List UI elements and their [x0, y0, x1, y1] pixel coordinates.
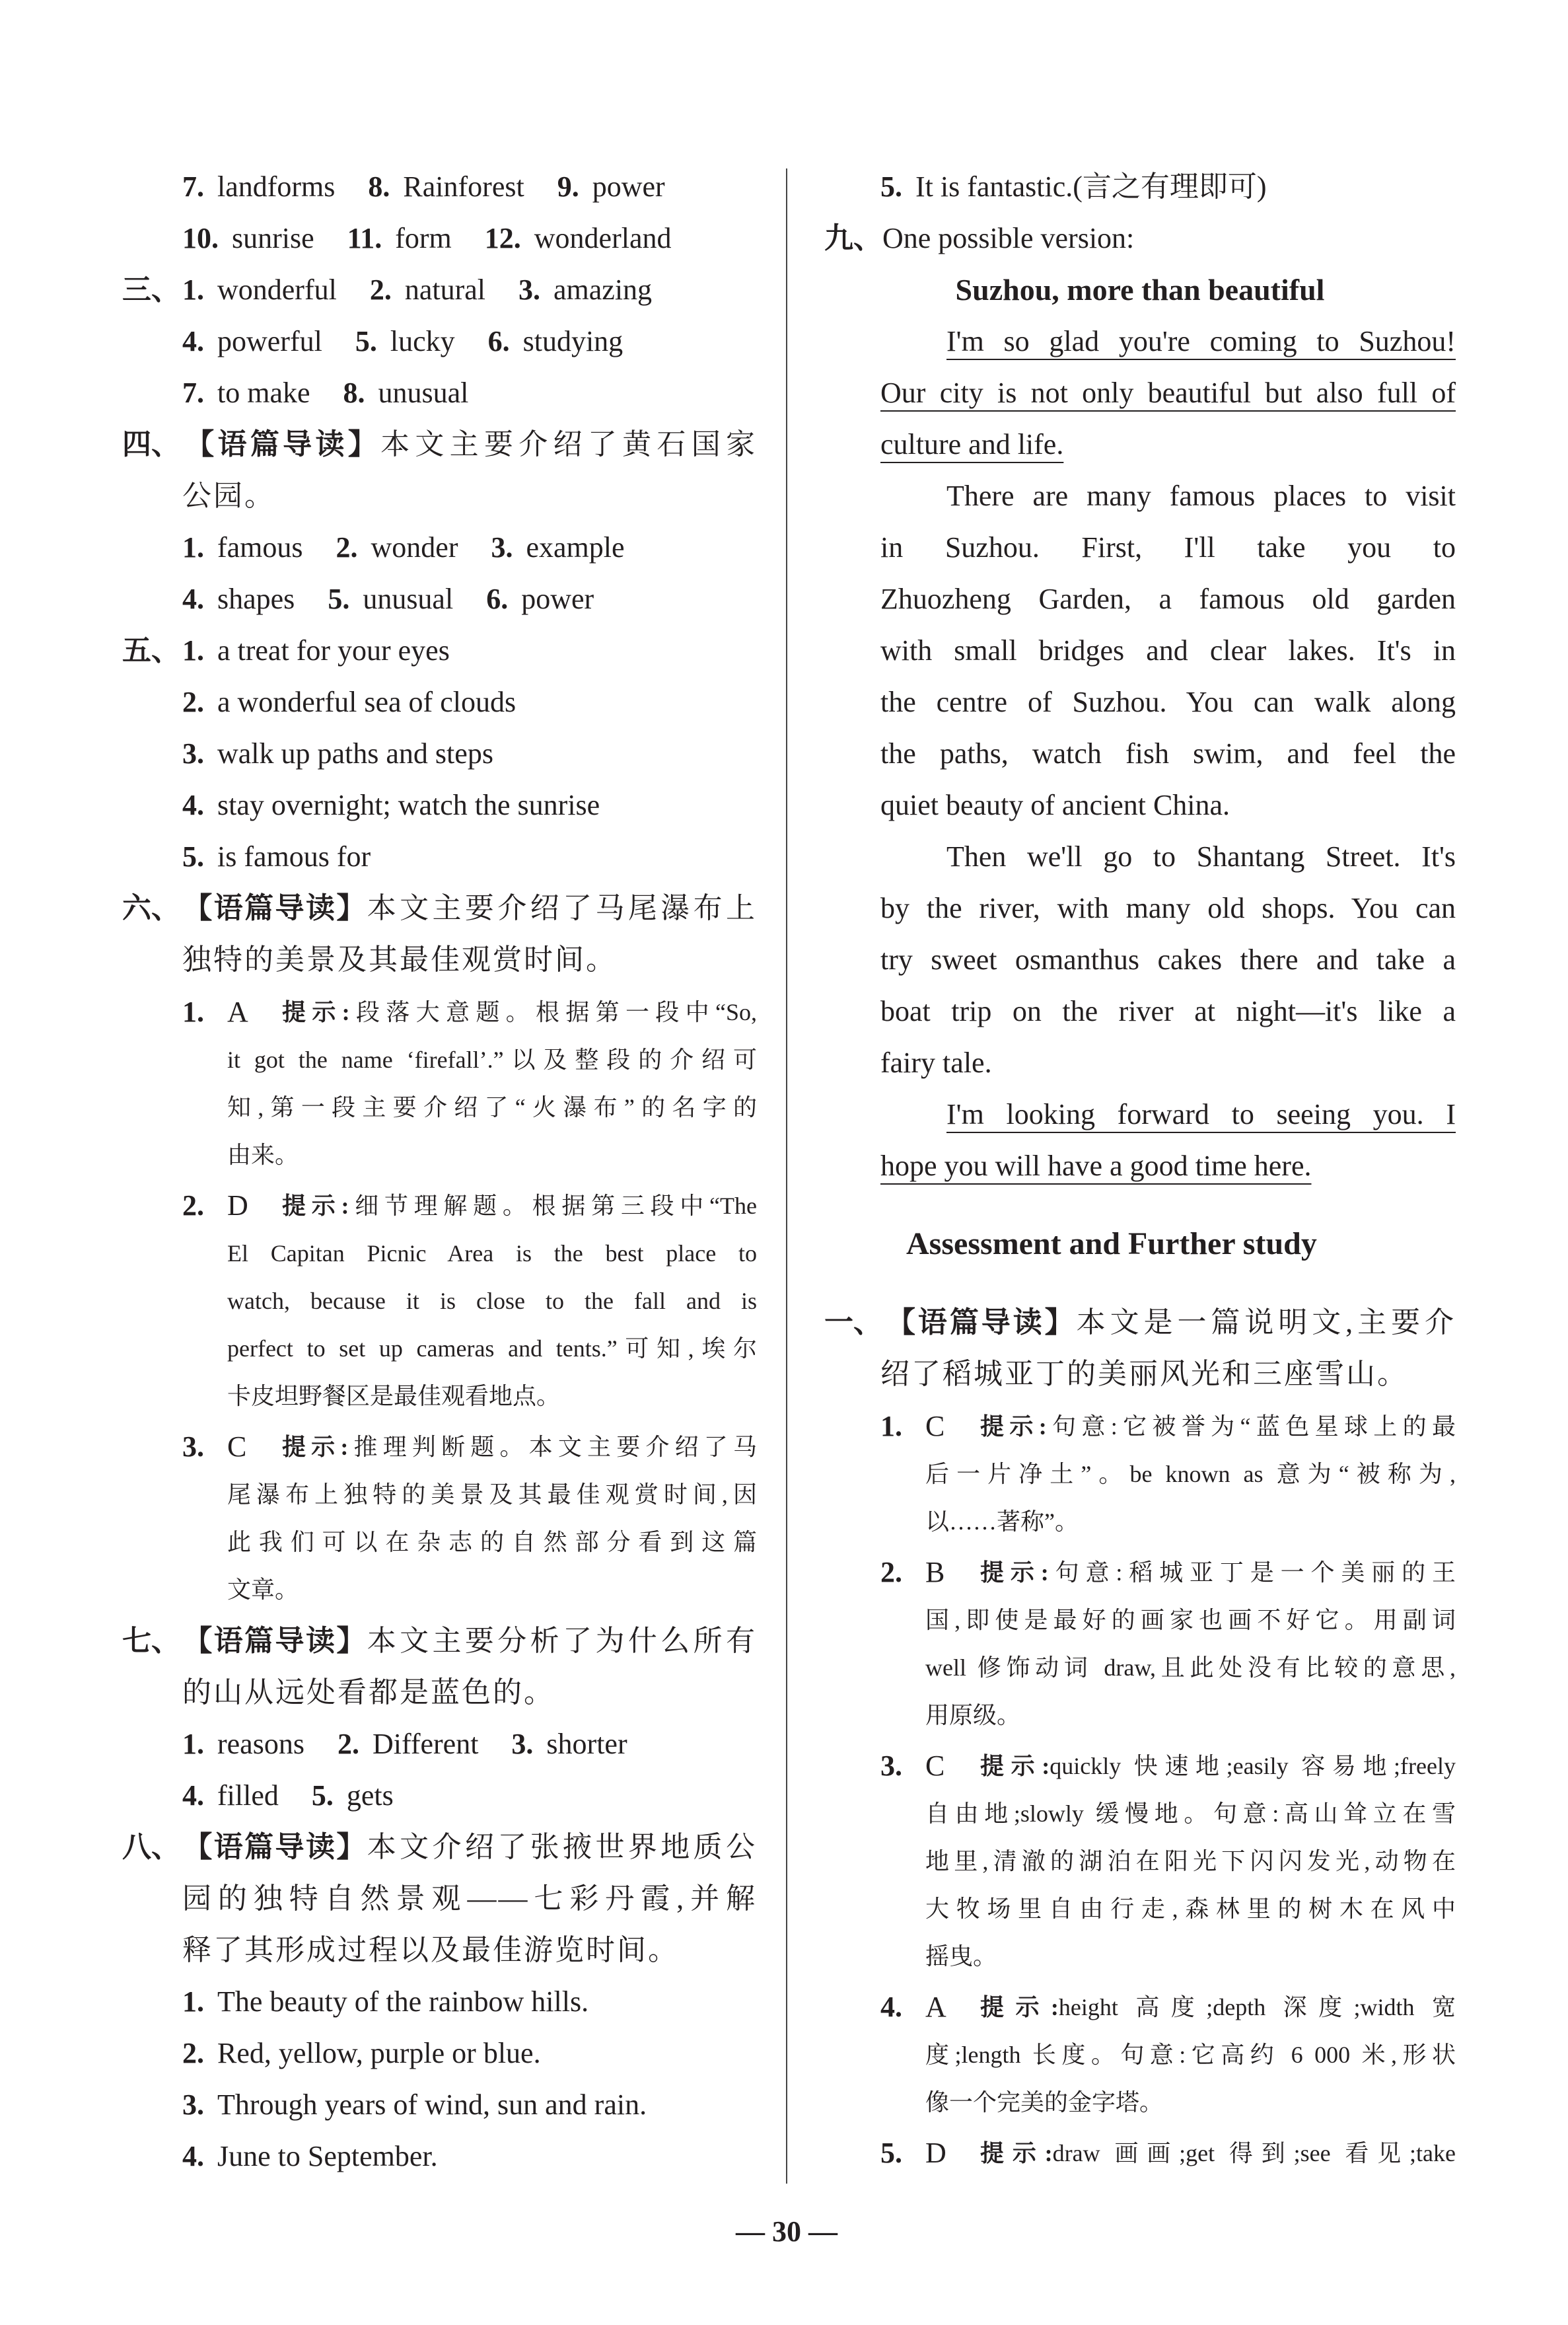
- question-number: 1.: [182, 274, 204, 306]
- question-number: 3.: [182, 2088, 204, 2121]
- essay-line: [824, 934, 1456, 986]
- essay-text: boat trip on the river at night—it's like a: [880, 995, 1456, 1027]
- essay-title: Suzhou, more than beautiful: [955, 273, 1325, 307]
- answer-row: [122, 625, 757, 677]
- hint-line: perfect to set up cameras and tents.”可知,埃尔: [227, 1335, 757, 1362]
- answer-item: [182, 2088, 647, 2121]
- essay-text: in Suzhou. First, I'll take you to: [880, 531, 1456, 564]
- section-label: 七、: [122, 1625, 180, 1657]
- answer-item: [182, 686, 516, 718]
- question-number: 8.: [368, 170, 390, 203]
- question-number: 2.: [182, 2037, 204, 2069]
- reading-guide-text: 的山从远处看都是蓝色的。: [182, 1676, 555, 1709]
- answer-text: amazing: [553, 274, 653, 306]
- essay-line: [824, 316, 1456, 367]
- answer-item: [880, 170, 1267, 203]
- hint-text: height 高度;depth 深度;width 宽: [1058, 1994, 1456, 2020]
- hint-line: watch, because it is close to the fall and is: [227, 1288, 757, 1314]
- answer-text: landforms: [217, 170, 336, 203]
- essay-line: [824, 1140, 1456, 1192]
- answer-row: [122, 1976, 757, 2028]
- hint-first-line: [282, 1423, 757, 1471]
- answer-text: wonderful: [217, 274, 337, 306]
- hint-line: 用原级。: [925, 1702, 1021, 1728]
- hint-line: 此我们可以在杂志的自然部分看到这篇: [227, 1529, 757, 1555]
- section-label: 九、: [824, 222, 882, 254]
- essay-text: I'm so glad you're coming to Suzhou!: [946, 325, 1456, 357]
- answer-item: [182, 2140, 438, 2172]
- question-number: 3.: [511, 1728, 534, 1760]
- answer-text: It is fantastic.(言之有理即可): [915, 170, 1267, 203]
- answer-row: [122, 316, 757, 367]
- section-label: 三、: [122, 274, 180, 306]
- hint-text: 段落大意题。根据第一段中“So,: [349, 999, 757, 1025]
- hint-line: El Capitan Picnic Area is the best place to: [227, 1240, 757, 1267]
- answer-text: is famous for: [217, 840, 371, 873]
- answer-text: wonder: [371, 531, 458, 564]
- hint-label: 提示:: [980, 1753, 1050, 1779]
- question-number: 6.: [486, 583, 509, 615]
- reading-guide-line: [122, 470, 757, 522]
- answer-text: power: [592, 170, 665, 203]
- answer-text: power: [521, 583, 594, 615]
- hint-text: 句意:稻城亚丁是一个美丽的王: [1048, 1559, 1456, 1586]
- question-number: 10.: [182, 222, 219, 254]
- question-number: 6.: [487, 325, 510, 357]
- hint-label: 提示:: [282, 1434, 349, 1460]
- answer-row: [122, 367, 757, 419]
- answer-choice: C: [227, 1430, 247, 1463]
- hint-first-line: [282, 1182, 757, 1230]
- question-number: 8.: [343, 377, 365, 409]
- essay-text: the centre of Suzhou. You can walk along: [880, 686, 1456, 718]
- reading-guide-line: [122, 1667, 757, 1718]
- section-label: 六、: [122, 892, 180, 924]
- reading-guide-text: 释了其形成过程以及最佳游览时间。: [182, 1934, 679, 1966]
- answer-text: Red, yellow, purple or blue.: [217, 2037, 541, 2069]
- answer-text: sunrise: [232, 222, 314, 254]
- answer-item: [328, 583, 453, 615]
- answer-row: [122, 2131, 757, 2182]
- question-number: 5.: [328, 583, 350, 615]
- answer-item: [182, 531, 303, 564]
- question-number: 3.: [182, 1430, 204, 1463]
- hint-item: [824, 2129, 1456, 2177]
- essay-text: by the river, with many old shops. You can: [880, 892, 1456, 924]
- hint-label: 提示:: [282, 1193, 349, 1219]
- reading-guide-text: 本文主要介绍了马尾瀑布上: [367, 892, 757, 924]
- answer-text: shorter: [546, 1728, 627, 1760]
- answer-item: [182, 737, 493, 770]
- hint-first-line: [980, 1403, 1456, 1450]
- answer-text: lucky: [390, 325, 455, 357]
- essay-text: with small bridges and clear lakes. It's in: [880, 634, 1456, 667]
- reading-guide-text: 绍了稻城亚丁的美丽风光和三座雪山。: [880, 1358, 1408, 1390]
- answer-text: Through years of wind, sun and rain.: [217, 2088, 647, 2121]
- answer-text: to make: [217, 377, 310, 409]
- hint-first-line: [980, 1742, 1456, 1790]
- reading-guide-line: [122, 1615, 757, 1667]
- hint-first-line: [980, 2129, 1456, 2177]
- reading-guide-line: [122, 1873, 757, 1925]
- question-number: 5.: [880, 2137, 902, 2169]
- essay-text: culture and life.: [880, 428, 1064, 461]
- answer-item: [485, 222, 672, 254]
- essay-text: Our city is not only beautiful but also full of: [880, 377, 1456, 409]
- essay-text: There are many famous places to visit: [946, 480, 1456, 512]
- hint-label: 提示:: [980, 1559, 1049, 1586]
- hint-label: 提示:: [980, 1994, 1059, 2020]
- question-number: 1.: [880, 1410, 902, 1442]
- answer-item: [182, 1985, 588, 2018]
- reading-guide-line: [824, 1297, 1456, 1348]
- hint-item: [122, 988, 757, 1036]
- hint-text: 句意:它被誉为“蓝色星球上的最: [1046, 1413, 1456, 1440]
- answer-text: unusual: [363, 583, 454, 615]
- answer-text: stay overnight; watch the sunrise: [217, 789, 600, 821]
- question-number: 3.: [518, 274, 541, 306]
- answer-item: [182, 789, 600, 821]
- hint-line: 自由地;slowly 缓慢地。句意:高山耸立在雪: [925, 1800, 1456, 1827]
- answer-item: [182, 634, 450, 667]
- hint-item: [824, 1549, 1456, 1596]
- hint-line: well 修饰动词 draw,且此处没有比较的意思,: [925, 1654, 1456, 1681]
- hint-line: 知,第一段主要介绍了“火瀑布”的名字的: [227, 1094, 757, 1121]
- reading-guide-tag: 【语篇导读】: [182, 1831, 367, 1863]
- answer-choice: C: [925, 1750, 945, 1782]
- answer-text: studying: [522, 325, 624, 357]
- essay-text: Then we'll go to Shantang Street. It's: [946, 840, 1456, 873]
- question-number: 2.: [369, 274, 392, 306]
- hint-line: 度;length 长度。句意:它高约 6 000 米,形状: [925, 2042, 1456, 2068]
- essay-line: [824, 625, 1456, 677]
- answer-choice: D: [925, 2137, 946, 2169]
- answer-item: [336, 531, 458, 564]
- answer-choice: D: [227, 1189, 248, 1222]
- reading-guide-line: [824, 1348, 1456, 1400]
- hint-item: [824, 1403, 1456, 1450]
- answer-row: [122, 213, 757, 264]
- answer-text: wonderland: [534, 222, 672, 254]
- hint-label: 提示:: [282, 999, 350, 1025]
- essay-line: [824, 728, 1456, 780]
- essay-line: [824, 367, 1456, 419]
- essay-line: [824, 986, 1456, 1037]
- essay-line: [824, 522, 1456, 573]
- essay-line: [824, 780, 1456, 831]
- answer-item: [182, 840, 371, 873]
- answer-item: [182, 1779, 279, 1812]
- answer-text: June to September.: [217, 2140, 438, 2172]
- question-number: 2.: [337, 1728, 359, 1760]
- hint-text: quickly 快速地;easily 容易地;freely: [1050, 1753, 1456, 1779]
- answer-row: [122, 780, 757, 831]
- answer-item: [486, 583, 594, 615]
- question-number: 1.: [182, 531, 204, 564]
- hint-item: [122, 1182, 757, 1230]
- question-number: 4.: [880, 1991, 902, 2023]
- reading-guide-tag: 【语篇导读】: [182, 892, 367, 924]
- question-number: 4.: [182, 789, 204, 821]
- question-number: 9.: [557, 170, 579, 203]
- hint-line: 尾瀑布上独特的美景及其最佳观赏时间,因: [227, 1481, 757, 1508]
- hint-item: [122, 1423, 757, 1471]
- reading-guide-line: [122, 1822, 757, 1873]
- hint-label: 提示:: [980, 1413, 1047, 1440]
- answer-item: [182, 583, 295, 615]
- question-number: 4.: [182, 325, 204, 357]
- section-label: 四、: [122, 428, 180, 461]
- reading-guide-text: 本文主要分析了为什么所有: [367, 1625, 757, 1657]
- answer-row: [122, 161, 757, 213]
- question-number: 1.: [182, 996, 204, 1028]
- answer-choice: A: [925, 1991, 946, 2023]
- essay-line: [824, 677, 1456, 728]
- answer-item: [491, 531, 625, 564]
- hint-line: 地里,清澈的湖泊在阳光下闪闪发光,动物在: [925, 1848, 1456, 1874]
- question-number: 11.: [347, 222, 382, 254]
- answer-item: [518, 274, 652, 306]
- answer-item: [312, 1779, 394, 1812]
- reading-guide-tag: 【语篇导读】: [884, 1306, 1077, 1339]
- answer-item: [182, 274, 337, 306]
- question-number: 4.: [182, 1779, 204, 1812]
- hint-line: 由来。: [227, 1142, 299, 1168]
- essay-text: quiet beauty of ancient China.: [880, 789, 1230, 821]
- reading-guide-line: [122, 1925, 757, 1976]
- page-number: — 30 —: [736, 2215, 837, 2248]
- answer-row: [122, 2079, 757, 2131]
- question-number: 2.: [880, 1556, 902, 1588]
- answer-row: [122, 264, 757, 316]
- essay-text: try sweet osmanthus cakes there and take a: [880, 943, 1456, 976]
- reading-guide-tag: 【语篇导读】: [182, 1625, 367, 1657]
- answer-item: [370, 274, 485, 306]
- hint-line: 国,即使是最好的画家也画不好它。用副词: [925, 1607, 1456, 1633]
- section-label: 一、: [824, 1306, 882, 1339]
- question-number: 5.: [311, 1779, 334, 1812]
- essay-text: the paths, watch fish swim, and feel the: [880, 737, 1456, 770]
- answer-item: [182, 325, 322, 357]
- hint-first-line: [282, 988, 757, 1036]
- answer-text: The beauty of the rainbow hills.: [217, 1985, 589, 2018]
- answer-text: unusual: [378, 377, 469, 409]
- answer-item: [343, 377, 469, 409]
- answer-row: [122, 2028, 757, 2079]
- version-note-text: One possible version:: [882, 222, 1135, 254]
- essay-line: [824, 831, 1456, 883]
- hint-first-line: [980, 1549, 1456, 1596]
- essay-line: [824, 1037, 1456, 1089]
- reading-guide-text: 本文是一篇说明文,主要介: [1076, 1306, 1456, 1339]
- hint-text: draw 画画;get 得到;see 看见;take: [1052, 2140, 1456, 2166]
- answer-row: [122, 728, 757, 780]
- reading-guide-text: 独特的美景及其最佳观赏时间。: [182, 943, 617, 976]
- hint-text: 推理判断题。本文主要介绍了马: [348, 1434, 757, 1460]
- answer-item: [557, 170, 665, 203]
- essay-line: [824, 573, 1456, 625]
- answer-text: walk up paths and steps: [217, 737, 493, 770]
- answer-text: powerful: [217, 325, 322, 357]
- hint-line: it got the name ‘firefall’.”以及整段的介绍可: [227, 1047, 757, 1073]
- hint-item: [824, 1983, 1456, 2031]
- question-number: 3.: [880, 1750, 902, 1782]
- reading-guide-text: 本文介绍了张掖世界地质公: [367, 1831, 757, 1863]
- hint-line: 后一片净土”。be known as 意为“被称为,: [925, 1461, 1456, 1487]
- question-number: 7.: [182, 170, 204, 203]
- essay-text: hope you will have a good time here.: [880, 1150, 1312, 1182]
- hint-line: 卡皮坦野餐区是最佳观看地点。: [227, 1383, 561, 1409]
- hint-line: 摇曳。: [925, 1943, 997, 1970]
- answer-text: filled: [217, 1779, 279, 1812]
- reading-guide-text: 公园。: [182, 480, 275, 512]
- hint-first-line: [980, 1983, 1456, 2031]
- answer-text: form: [395, 222, 452, 254]
- reading-guide-text: 园的独特自然景观——七彩丹霞,并解: [182, 1882, 757, 1915]
- answer-text: a wonderful sea of clouds: [217, 686, 517, 718]
- answer-item: [182, 377, 310, 409]
- answer-text: shapes: [217, 583, 295, 615]
- version-note: [824, 213, 1456, 264]
- hint-item: [824, 1742, 1456, 1790]
- answer-choice: A: [227, 996, 248, 1028]
- question-number: 1.: [182, 1728, 204, 1760]
- answer-item: [355, 325, 455, 357]
- answer-item: [511, 1728, 627, 1760]
- question-number: 4.: [182, 583, 204, 615]
- section-heading: Assessment and Further study: [906, 1226, 1317, 1261]
- reading-guide-line: [122, 419, 757, 470]
- answer-row: [122, 1770, 757, 1822]
- question-number: 2.: [182, 1189, 204, 1222]
- answer-item: [488, 325, 624, 357]
- question-number: 12.: [484, 222, 521, 254]
- question-number: 1.: [182, 634, 204, 667]
- answer-choice: C: [925, 1410, 945, 1442]
- question-number: 5.: [182, 840, 204, 873]
- answer-item: [182, 222, 314, 254]
- question-number: 1.: [182, 1985, 204, 2018]
- question-number: 2.: [336, 531, 358, 564]
- answer-text: Different: [372, 1728, 479, 1760]
- section-label: 八、: [122, 1831, 180, 1863]
- answer-item: [368, 170, 524, 203]
- right-column: [824, 161, 1456, 2177]
- answer-text: famous: [217, 531, 303, 564]
- hint-line: 文章。: [227, 1576, 299, 1603]
- essay-line: [824, 1089, 1456, 1140]
- answer-item: [347, 222, 452, 254]
- answer-row: [122, 831, 757, 883]
- answer-row: [824, 161, 1456, 213]
- answer-row: [122, 573, 757, 625]
- question-number: 2.: [182, 686, 204, 718]
- answer-text: Rainforest: [403, 170, 524, 203]
- reading-guide-tag: 【语篇导读】: [182, 428, 381, 461]
- left-column: [122, 161, 757, 2182]
- reading-guide-line: [122, 934, 757, 986]
- hint-line: 像一个完美的金字塔。: [925, 2089, 1164, 2116]
- answer-text: reasons: [217, 1728, 304, 1760]
- essay-text: fairy tale.: [880, 1047, 992, 1079]
- answer-row: [122, 677, 757, 728]
- answer-item: [182, 2037, 541, 2069]
- essay-text: I'm looking forward to seeing you. I: [946, 1098, 1456, 1130]
- essay-text: Zhuozheng Garden, a famous old garden: [880, 583, 1456, 615]
- answer-choice: B: [925, 1556, 945, 1588]
- answer-item: [182, 170, 335, 203]
- answer-text: gets: [346, 1779, 394, 1812]
- question-number: 5.: [355, 325, 377, 357]
- answer-text: natural: [404, 274, 486, 306]
- question-number: 7.: [182, 377, 204, 409]
- hint-line: 以……著称”。: [925, 1508, 1079, 1535]
- section-label: 五、: [122, 634, 180, 667]
- answer-row: [122, 522, 757, 573]
- question-number: 4.: [182, 2140, 204, 2172]
- essay-line: [824, 883, 1456, 934]
- reading-guide-text: 本文主要介绍了黄石国家: [380, 428, 757, 461]
- answer-text: a treat for your eyes: [217, 634, 450, 667]
- hint-label: 提示:: [980, 2140, 1053, 2166]
- essay-line: [824, 470, 1456, 522]
- answer-text: example: [526, 531, 625, 564]
- answer-row: [122, 1718, 757, 1770]
- question-number: 5.: [880, 170, 902, 203]
- answer-item: [182, 1728, 304, 1760]
- column-divider: [786, 168, 787, 2184]
- hint-text: 细节理解题。根据第三段中“The: [349, 1193, 757, 1219]
- answer-item: [338, 1728, 478, 1760]
- essay-line: [824, 419, 1456, 470]
- reading-guide-line: [122, 883, 757, 934]
- hint-line: 大牧场里自由行走,森林里的树木在风中: [925, 1896, 1456, 1922]
- question-number: 3.: [491, 531, 513, 564]
- question-number: 3.: [182, 737, 204, 770]
